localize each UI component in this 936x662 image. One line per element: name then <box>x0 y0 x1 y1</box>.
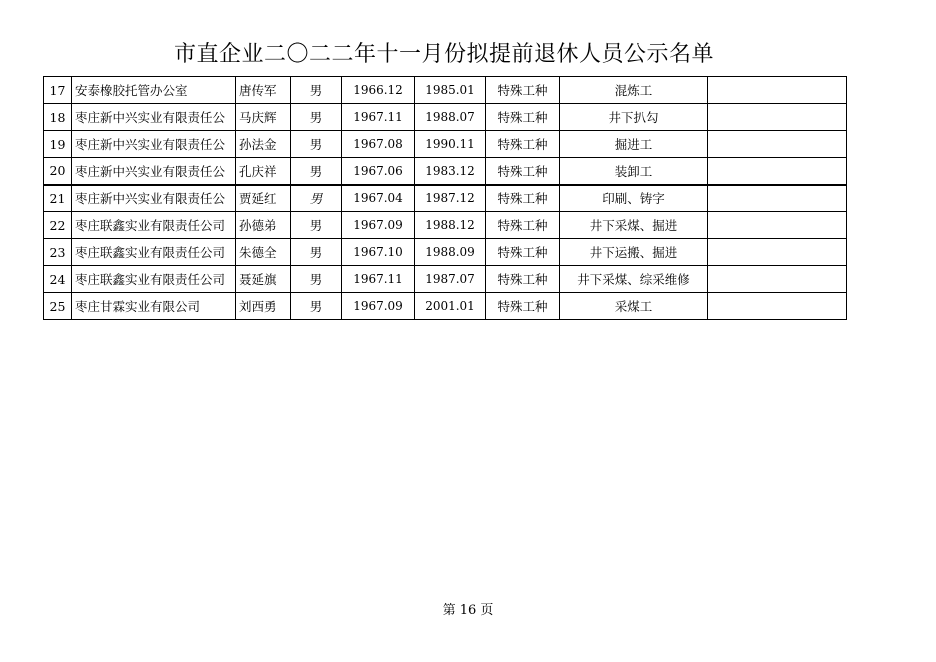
org-cell: 枣庄新中兴实业有限责任公 <box>72 158 236 185</box>
table-row <box>44 185 847 212</box>
work-type-cell: 特殊工种 <box>486 77 560 104</box>
job-cell: 井下扒勾 <box>560 104 708 131</box>
row-index: 22 <box>44 212 72 239</box>
table-row <box>44 104 847 131</box>
table-row <box>44 131 847 158</box>
row-index: 25 <box>44 293 72 320</box>
name-cell: 孙德弟 <box>236 212 291 239</box>
work-start-date-cell: 1988.09 <box>415 239 486 266</box>
row-index: 20 <box>44 158 72 185</box>
work-type-cell: 特殊工种 <box>486 212 560 239</box>
work-start-date-cell: 1983.12 <box>415 158 486 185</box>
job-cell: 混炼工 <box>560 77 708 104</box>
page-title: 市直企业二〇二二年十一月份拟提前退休人员公示名单 <box>173 42 714 67</box>
name-cell: 贾延红 <box>236 185 291 212</box>
sex-cell: 男 <box>291 293 342 320</box>
table-row <box>44 266 847 293</box>
work-type-cell: 特殊工种 <box>486 239 560 266</box>
org-cell: 枣庄联鑫实业有限责任公司 <box>72 239 236 266</box>
table-row <box>44 212 847 239</box>
work-start-date-cell: 1987.07 <box>415 266 486 293</box>
sex-cell: 男 <box>291 185 342 212</box>
work-start-date-cell: 1988.12 <box>415 212 486 239</box>
name-cell: 孔庆祥 <box>236 158 291 185</box>
job-cell: 采煤工 <box>560 293 708 320</box>
row-index: 24 <box>44 266 72 293</box>
row-index: 23 <box>44 239 72 266</box>
table-row <box>44 158 847 185</box>
birth-date-cell: 1967.09 <box>342 293 415 320</box>
job-cell: 装卸工 <box>560 158 708 185</box>
note-cell <box>708 104 847 131</box>
job-cell: 井下运搬、掘进 <box>560 239 708 266</box>
birth-date-cell: 1967.09 <box>342 212 415 239</box>
org-cell: 枣庄联鑫实业有限责任公司 <box>72 266 236 293</box>
birth-date-cell: 1967.11 <box>342 104 415 131</box>
org-cell: 枣庄甘霖实业有限公司 <box>72 293 236 320</box>
work-type-cell: 特殊工种 <box>486 185 560 212</box>
sex-cell: 男 <box>291 77 342 104</box>
sex-cell: 男 <box>291 239 342 266</box>
note-cell <box>708 77 847 104</box>
work-start-date-cell: 1988.07 <box>415 104 486 131</box>
note-cell <box>708 158 847 185</box>
table-row <box>44 77 847 104</box>
work-start-date-cell: 2001.01 <box>415 293 486 320</box>
sex-cell: 男 <box>291 158 342 185</box>
org-cell: 枣庄新中兴实业有限责任公 <box>72 131 236 158</box>
name-cell: 聂延旗 <box>236 266 291 293</box>
org-cell: 枣庄联鑫实业有限责任公司 <box>72 212 236 239</box>
work-type-cell: 特殊工种 <box>486 293 560 320</box>
row-index: 21 <box>44 185 72 212</box>
sex-cell: 男 <box>291 212 342 239</box>
note-cell <box>708 266 847 293</box>
name-cell: 刘西勇 <box>236 293 291 320</box>
work-type-cell: 特殊工种 <box>486 158 560 185</box>
sex-cell: 男 <box>291 131 342 158</box>
job-cell: 掘进工 <box>560 131 708 158</box>
name-cell: 马庆辉 <box>236 104 291 131</box>
work-start-date-cell: 1987.12 <box>415 185 486 212</box>
note-cell <box>708 212 847 239</box>
birth-date-cell: 1967.08 <box>342 131 415 158</box>
retiree-table <box>43 76 847 320</box>
row-index: 19 <box>44 131 72 158</box>
row-index: 17 <box>44 77 72 104</box>
work-start-date-cell: 1985.01 <box>415 77 486 104</box>
row-index: 18 <box>44 104 72 131</box>
birth-date-cell: 1967.04 <box>342 185 415 212</box>
sex-cell: 男 <box>291 266 342 293</box>
work-type-cell: 特殊工种 <box>486 104 560 131</box>
job-cell: 井下采煤、综采维修 <box>560 266 708 293</box>
birth-date-cell: 1966.12 <box>342 77 415 104</box>
table-row <box>44 293 847 320</box>
table-row <box>44 239 847 266</box>
name-cell: 唐传军 <box>236 77 291 104</box>
org-cell: 安泰橡胶托管办公室 <box>72 77 236 104</box>
birth-date-cell: 1967.06 <box>342 158 415 185</box>
page-footer: 第 16 页 <box>442 603 494 618</box>
note-cell <box>708 293 847 320</box>
note-cell <box>708 239 847 266</box>
org-cell: 枣庄新中兴实业有限责任公 <box>72 185 236 212</box>
birth-date-cell: 1967.11 <box>342 266 415 293</box>
name-cell: 孙法金 <box>236 131 291 158</box>
work-start-date-cell: 1990.11 <box>415 131 486 158</box>
work-type-cell: 特殊工种 <box>486 131 560 158</box>
org-cell: 枣庄新中兴实业有限责任公 <box>72 104 236 131</box>
work-type-cell: 特殊工种 <box>486 266 560 293</box>
note-cell <box>708 131 847 158</box>
job-cell: 井下采煤、掘进 <box>560 212 708 239</box>
sex-cell: 男 <box>291 104 342 131</box>
birth-date-cell: 1967.10 <box>342 239 415 266</box>
note-cell <box>708 185 847 212</box>
name-cell: 朱德全 <box>236 239 291 266</box>
job-cell: 印刷、铸字 <box>560 185 708 212</box>
